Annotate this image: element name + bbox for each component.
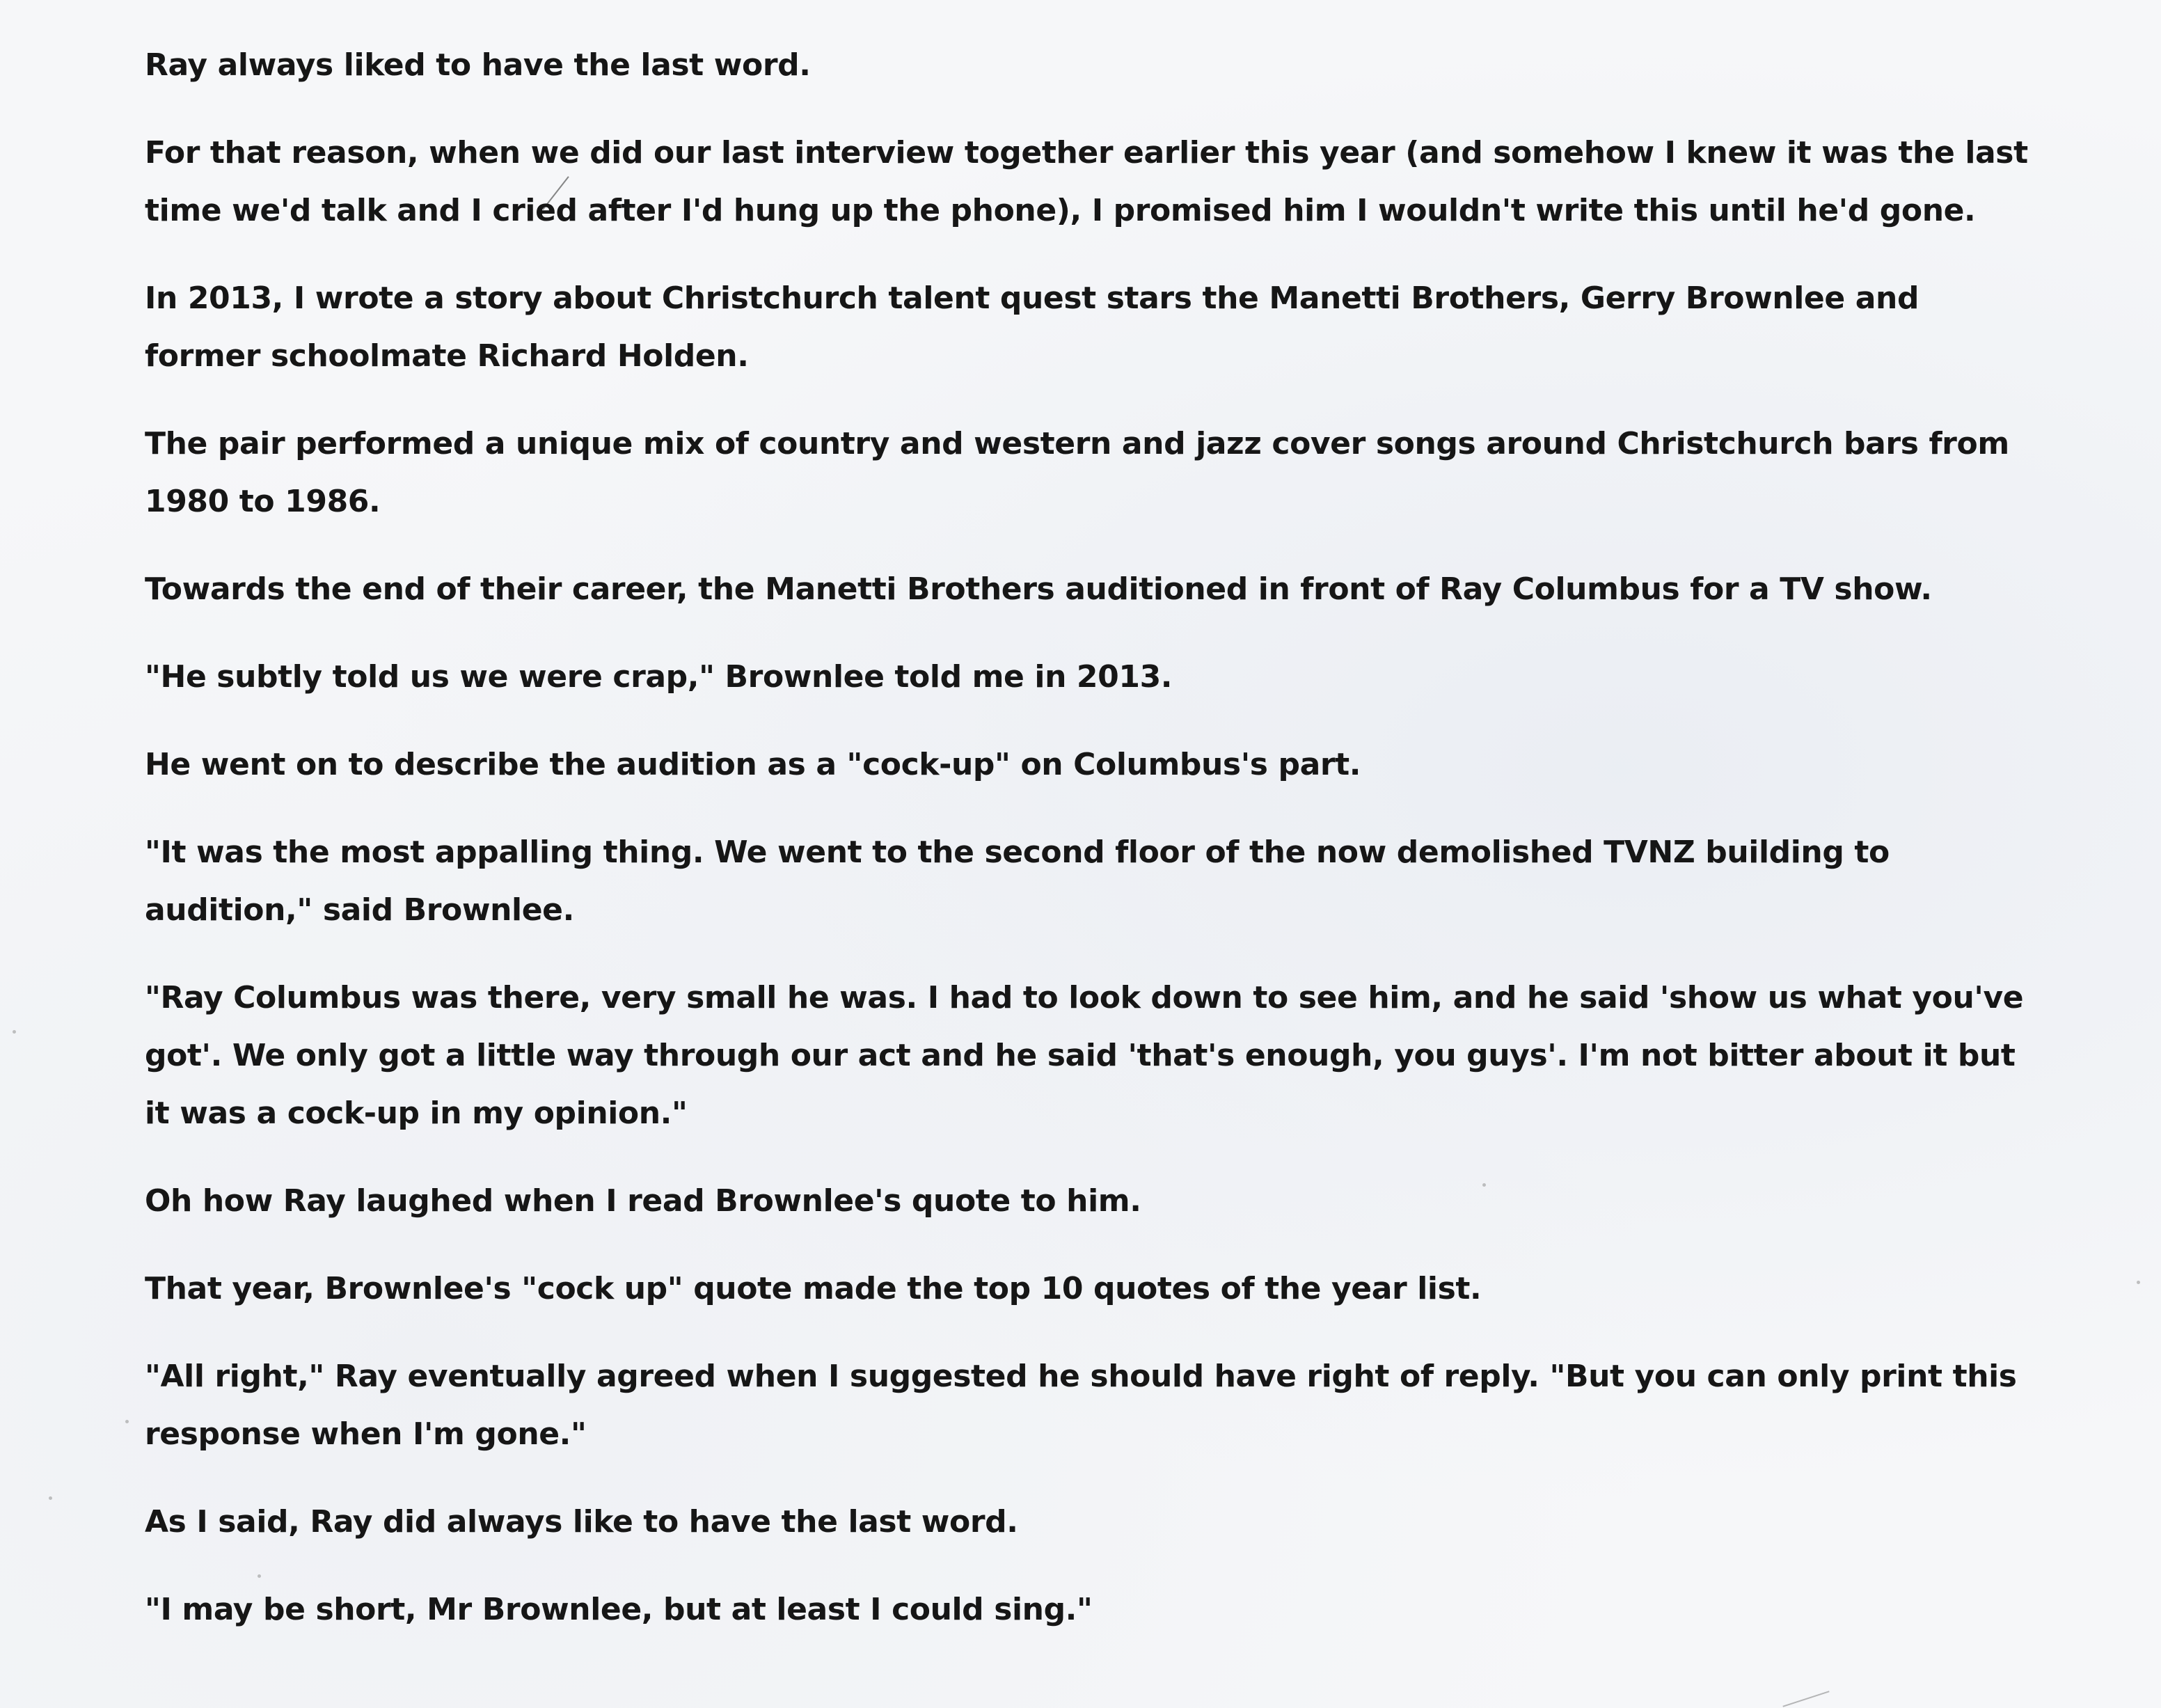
paragraph: Oh how Ray laughed when I read Brownlee's quote to him. [145,1183,1141,1219]
paragraph: "He subtly told us we were crap," Brownlee told me in 2013. [145,659,1173,695]
corner-mark [1782,1691,1829,1707]
paragraph: As I said, Ray did always like to have the last word. [145,1504,1018,1540]
paragraph: Ray always liked to have the last word. [145,47,811,83]
paragraph: "Ray Columbus was there, very small he was. I had to look down to see him, and he said 'show us what you've got'. We only got a little way through our act and he said 'that's enough, you guys'. I'm not bitter about it but it was a cock-up in my opinion." [145,980,2024,1131]
scan-speck [125,1420,129,1423]
scan-speck [2137,1281,2140,1284]
paragraph: In 2013, I wrote a story about Christchurch talent quest stars the Manetti Brothers, Gerry Brownlee and former schoolmate Richard Holden. [145,280,1919,374]
document-body [145,36,2038,1668]
scan-speck [49,1496,52,1500]
paragraph: He went on to describe the audition as a "cock-up" on Columbus's part. [145,747,1361,782]
paragraph: "It was the most appalling thing. We went to the second floor of the now demolished TVNZ building to audition," said Brownlee. [145,835,1890,928]
paragraph: "I may be short, Mr Brownlee, but at least I could sing." [145,1592,1093,1627]
paragraph: Towards the end of their career, the Manetti Brothers auditioned in front of Ray Columbus for a TV show. [145,571,1932,607]
paragraph: The pair performed a unique mix of country and western and jazz cover songs around Christchurch bars from 1980 to 1986. [145,426,2009,519]
paragraph: That year, Brownlee's "cock up" quote made the top 10 quotes of the year list. [145,1271,1482,1306]
paragraph: "All right," Ray eventually agreed when I suggested he should have right of reply. "But you can only print this response when I'm gone." [145,1359,2017,1452]
scan-speck [13,1030,16,1034]
paragraph: For that reason, when we did our last interview together earlier this year (and somehow I knew it was the last time we'd talk and I cried after I'd hung up the phone), I promised him I wouldn't write this until he'd gone. [145,135,2028,228]
